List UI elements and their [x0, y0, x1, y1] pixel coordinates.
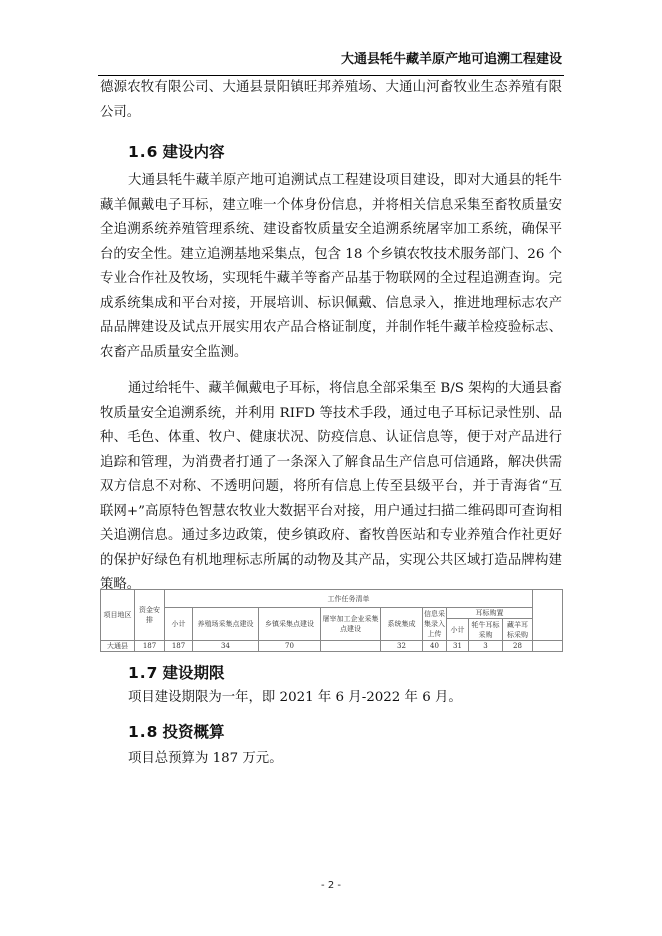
section-title: 建设期限 — [162, 664, 225, 682]
header-slaughter-points: 屠宰加工企业采集点建设 — [321, 608, 381, 641]
header-eartag-purchase: 耳标购置 — [447, 608, 533, 619]
cell-yak: 3 — [469, 641, 503, 652]
cell-collect: 40 — [423, 641, 447, 652]
cell-sheep: 28 — [503, 641, 533, 652]
cell-farm: 34 — [193, 641, 259, 652]
section-heading-1-7 — [128, 661, 224, 683]
header-farm-points: 养殖场采集点建设 — [193, 608, 259, 641]
header-sheep-eartag: 藏羊耳标采购 — [503, 619, 533, 641]
paragraph-ear-tag-system: 通过给牦牛、藏羊佩戴电子耳标，将信息全部采集至 B/S 架构的大通县畜牧质量安全追溯系统，并利用 RIFD 等技术手段，通过电子耳标记录性别、品种、毛色、体重、牧户、健康状况、防疫信息、认证信息等，便于对产品进行追踪和管理，为消费者打通了一条深入了解食品生产信息可信通路，解决供需双方信息不对称、不透明问题，将所有信息上传至县级平台，并于青海省“互联网+”高原特色智慧农牧业大数据平台对接，用户通过扫描二维码即可查询相关追溯信息。通过多边政策，使乡镇政府、畜牧兽医站和专业养殖合作社更好的保护好绿色有机地理标志所属的动物及其产品，实现公共区域打造品牌构建策略。 — [100, 381, 562, 592]
cell-slaughter — [321, 641, 381, 652]
page-number: - 2 - — [321, 880, 341, 891]
section-title: 建设内容 — [162, 143, 225, 161]
header-system-integration: 系统集成 — [381, 608, 423, 641]
paragraph-construction-period: 项目建设期限为一年，即 2021 年 6 月-2022 年 6 月。 — [128, 690, 462, 705]
section-heading-1-6 — [128, 140, 224, 162]
section-title: 投资概算 — [162, 723, 225, 741]
section-number: 1.7 — [128, 664, 159, 682]
cell-eartag-subtotal: 31 — [447, 641, 469, 652]
table-edge-cell — [533, 641, 563, 652]
cell-subtotal: 187 — [165, 641, 193, 652]
header-eartag-subtotal: 小计 — [447, 619, 469, 641]
section-heading-1-8 — [128, 720, 224, 742]
cell-town: 70 — [259, 641, 321, 652]
task-list-table — [100, 589, 563, 652]
paragraph-continued: 德源农牧有限公司、大通县景阳镇旺邦养殖场、大通山河畜牧业生态养殖有限公司。 — [100, 80, 562, 120]
page-header: 大通县牦牛藏羊原产地可追溯工程建设 — [340, 52, 562, 67]
cell-funds: 187 — [135, 641, 165, 652]
header-town-points: 乡镇采集点建设 — [259, 608, 321, 641]
section-number: 1.6 — [128, 143, 159, 161]
table-row — [101, 641, 563, 652]
header-info-collection: 信息采集录入上传 — [423, 608, 447, 641]
header-subtotal: 小计 — [165, 608, 193, 641]
header-yak-eartag: 牦牛耳标采购 — [469, 619, 503, 641]
section-number: 1.8 — [128, 723, 159, 741]
header-task-list: 工作任务清单 — [165, 590, 533, 608]
cell-area: 大通县 — [101, 641, 135, 652]
paragraph-investment-estimate: 项目总预算为 187 万元。 — [128, 751, 283, 766]
header-funds: 资金安排 — [135, 590, 165, 641]
cell-integration: 32 — [381, 641, 423, 652]
paragraph-construction-content: 大通县牦牛藏羊原产地可追溯试点工程建设项目建设，即对大通县的牦牛藏羊佩戴电子耳标，建立唯一个体身份信息，并将相关信息采集至畜牧质量安全追溯系统养殖管理系统、建设畜牧质量安全追溯系统屠宰加工系统，确保平台的安全性。建立追溯基地采集点，包含 18 个乡镇农牧技术服务部门、26 个专业合作社及牧场，实现牦牛藏羊等畜产品基于物联网的全过程追溯查询。完成系统集成和平台对接，开展培训、标识佩戴、信息录入，推进地理标志农产品品牌建设及试点开展实用农产品合格证制度，并制作牦牛藏羊检疫验标志、农畜产品质量安全监测。 — [100, 173, 562, 360]
table-edge-cell — [533, 590, 563, 641]
header-area: 项目地区 — [101, 590, 135, 641]
